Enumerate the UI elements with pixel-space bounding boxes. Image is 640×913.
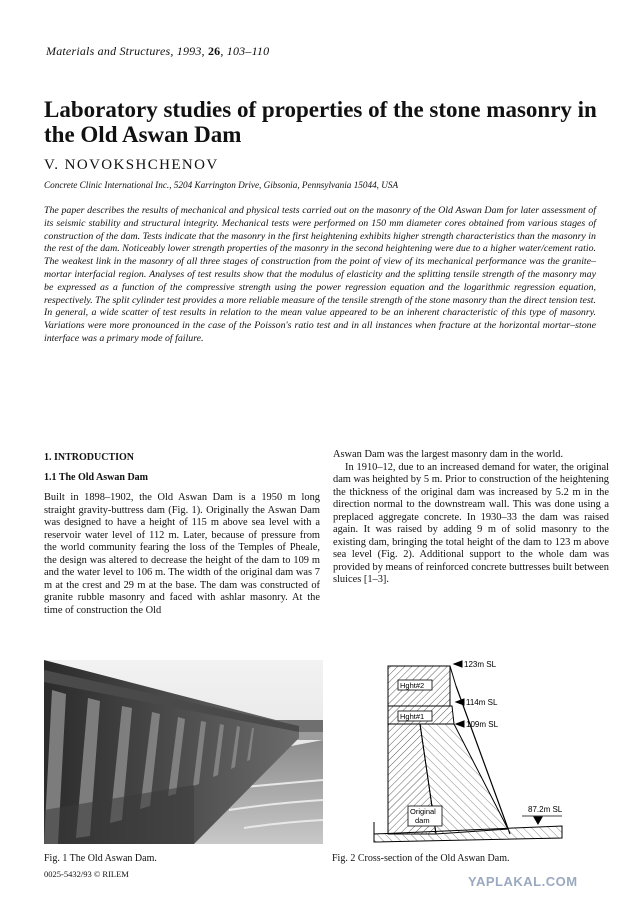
figure-2-caption: Fig. 2 Cross-section of the Old Aswan Dam. — [332, 853, 510, 864]
label-hght2: Hght#2 — [400, 681, 425, 690]
figure-2-diagram — [332, 654, 602, 848]
author-affiliation: Concrete Clinic International Inc., 5204 Karrington Drive, Gibsonia, Pennsylvania 15044, USA — [44, 180, 399, 190]
arrow-123-icon — [454, 661, 462, 667]
label-109m: 109m SL — [466, 720, 499, 729]
label-87m: 87.2m SL — [528, 805, 563, 814]
column-left — [44, 492, 320, 617]
author-name: V. NOVOKSHCHENOV — [44, 157, 219, 173]
section-heading: 1. INTRODUCTION — [44, 452, 135, 463]
figure-1-photo — [44, 660, 323, 844]
label-hght1: Hght#1 — [400, 712, 425, 721]
dam-photo-illustration — [44, 660, 323, 844]
arrow-109-icon — [456, 721, 464, 727]
arrow-114-icon — [456, 699, 464, 705]
abstract-text: The paper describes the results of mechanical and physical tests carried out on the masonry of the Old Aswan Dam for later assessment of its seismic stability and structural integrity. Mechanical tests were performed on 150 mm diameter cores obtained from various stages of construction of the dam. Tests indicate that the masonry in the first heightening exhibits higher strength characteristics than the masonry in the rest of the dam. Noticeably lower strength properties of the masonry in the second heightening were due to a higher water/cement ratio. The weakest link in the masonry of all three stages of construction from the point of view of its mechanical performance was the granite–mortar interfacial region. Analyses of test results show that the modulus of elasticity and the splitting tensile strength of the masonry may be expressed as a function of the compressive strength using the power regression equation and the logarithmic regression equation, respectively. The split cylinder test provides a more reliable measure of the tensile strength of the stone masonry than the direct tension test. In general, a wide scatter of test results in relation to the mean value appeared to be an inherent characteristic of this type of masonry. Variations were more pronounced in the case of the Poisson's ratio test and in all instances when fracture at the horizontal mortar–stone interface was a primary mode of failure. — [44, 205, 596, 344]
watermark: YAPLAKAL.COM — [468, 874, 578, 889]
label-original: Original — [410, 807, 436, 816]
figure-1-caption: Fig. 1 The Old Aswan Dam. — [44, 853, 157, 864]
copyright-footer: 0025-5432/93 © RILEM — [44, 869, 129, 879]
citation-year: , 1993, — [170, 44, 208, 58]
body-paragraph: In 1910–12, due to an increased demand for water, the original dam was heighted by 5 m. Prior to construction of the heightening the thickness of the original dam was increased by 5.2 m in the direction normal to the downstream wall. This was done using a preplaced aggregate concrete. In 1930–33 the dam was raised again. It was raised by adding 9 m of solid masonry to the existing dam, bringing the total height of the dam to 123 m above sea level (Fig. 2). Additional support to the whole dam was provided by means of reinforced concrete buttresses built between sluices [1–3]. — [333, 461, 609, 585]
cross-section-drawing — [332, 654, 602, 848]
journal-volume: 26 — [207, 44, 221, 58]
body-paragraph: Built in 1898–1902, the Old Aswan Dam is a 1950 m long straight gravity-buttress dam (Fig. 1). Originally the Aswan Dam was designed to have a height of 115 m above sea level with a reservoir water level of 112 m. Later, because of pressure from the world community fearing the loss of the Temples of Pheale, the design was altered to decrease the height of the dam to 109 m and the water level to 106 m. The width of the original dam was 7 m at the crest and 29 m at the base. The dam was constructed of granite rubble masonry and faced with ashlar masonry. At the time of construction the Old — [44, 492, 320, 616]
journal-citation — [46, 44, 269, 59]
label-123m: 123m SL — [464, 660, 497, 669]
label-dam: dam — [415, 816, 430, 825]
journal-pages: , 103–110 — [220, 44, 270, 58]
subsection-heading: 1.1 The Old Aswan Dam — [44, 472, 149, 483]
article-title: Laboratory studies of properties of the stone masonry in the Old Aswan Dam — [44, 97, 597, 147]
column-right — [333, 449, 609, 587]
arrow-87-icon — [534, 817, 542, 824]
body-paragraph: Aswan Dam was the largest masonry dam in the world. — [333, 449, 564, 460]
journal-name: Materials and Structures — [46, 44, 171, 58]
label-114m: 114m SL — [466, 698, 498, 707]
abstract — [44, 205, 596, 346]
